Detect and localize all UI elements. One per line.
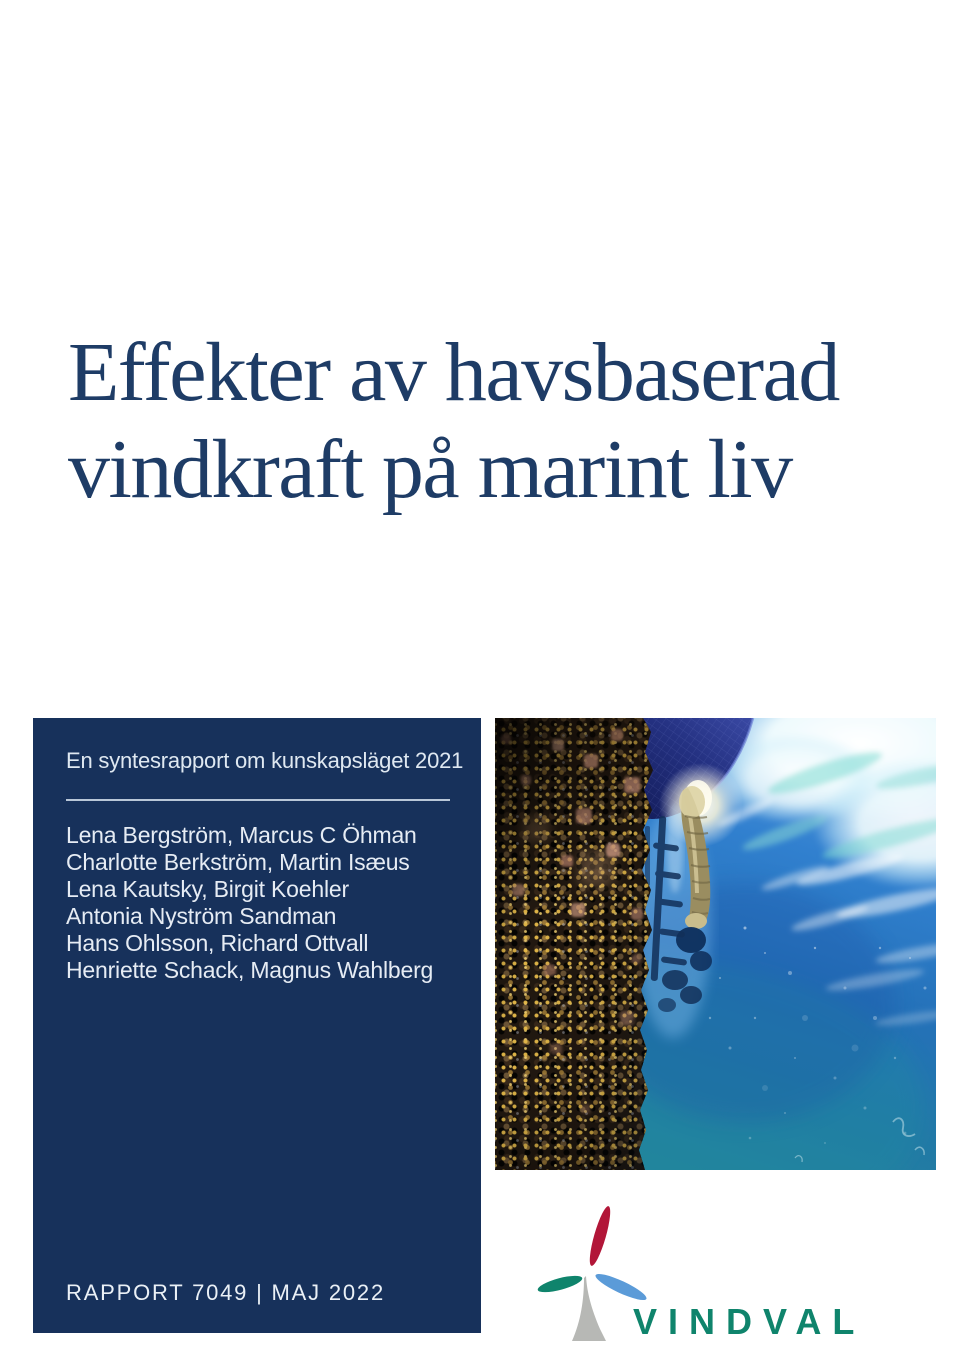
vindval-logo-text: VINDVAL	[633, 1301, 866, 1342]
author-line: Lena Kautsky, Birgit Koehler	[66, 876, 349, 902]
turbine-tower	[572, 1276, 606, 1341]
title-line-1: Effekter av havsbaserad	[68, 326, 839, 420]
turbine-blade-red	[586, 1205, 614, 1268]
author-line: Henriette Schack, Magnus Wahlberg	[66, 957, 434, 983]
turbine-blade-teal	[536, 1272, 583, 1295]
author-line: Lena Bergström, Marcus C Öhman	[66, 822, 417, 848]
author-line: Antonia Nyström Sandman	[66, 903, 337, 929]
author-line: Hans Ohlsson, Richard Ottvall	[66, 930, 369, 956]
info-panel	[33, 718, 481, 1333]
author-line: Charlotte Berkström, Martin Isæus	[66, 849, 410, 875]
title-line-2: vindkraft på marint liv	[68, 423, 792, 517]
page-title	[68, 324, 839, 518]
report-subtitle: En syntesrapport om kunskapsläget 2021	[66, 748, 464, 773]
mussel-covered-foundation	[495, 718, 655, 1170]
turbine-blade-blue	[593, 1270, 649, 1305]
cover-photo-underwater	[495, 718, 936, 1170]
report-number-label: RAPPORT 7049 | MAJ 2022	[66, 1280, 385, 1305]
anemone-colonies	[495, 718, 497, 720]
divider-line	[66, 799, 450, 801]
authors-list	[66, 822, 451, 984]
